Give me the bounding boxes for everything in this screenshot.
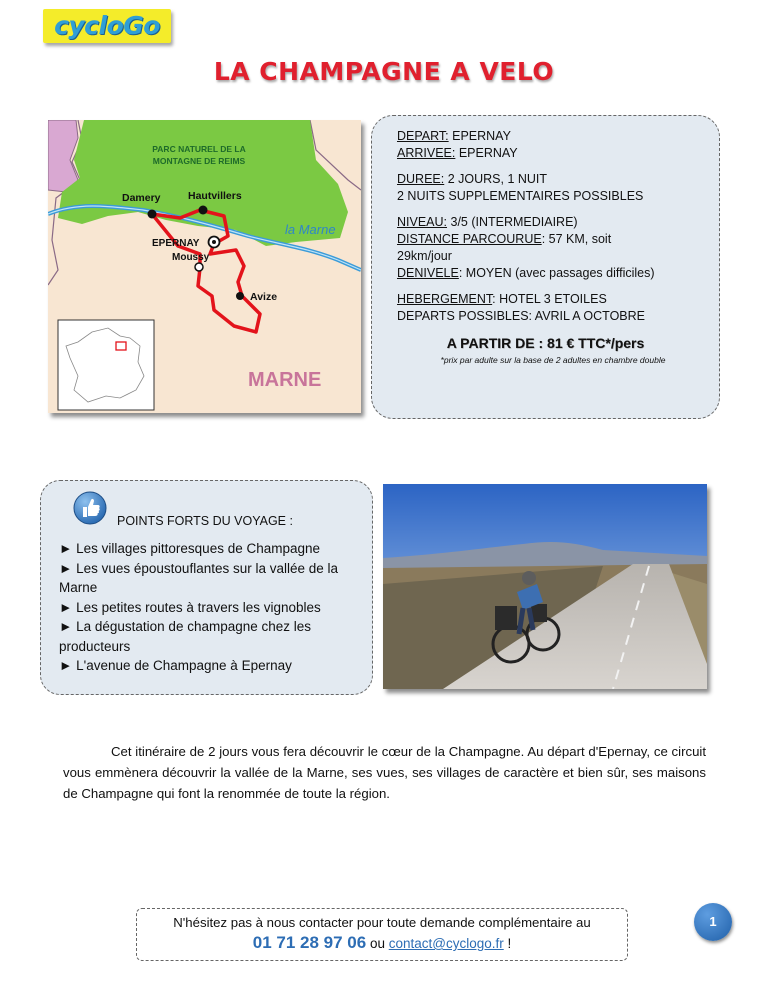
distance-value: : 57 KM, soit — [541, 232, 612, 246]
list-item: ► L'avenue de Champagne à Epernay — [59, 658, 292, 673]
contact-or: ou — [366, 936, 389, 951]
depart-value: EPERNAY — [448, 129, 511, 143]
page-title: LA CHAMPAGNE A VELO — [213, 57, 555, 86]
email-link[interactable]: contact@cyclogo.fr — [388, 936, 504, 951]
highlights-box — [40, 480, 373, 695]
description-paragraph: Cet itinéraire de 2 jours vous fera découvrir le cœur de la Champagne. Au départ d'Epernay, ce circuit vous emmènera découvrir la vallée de la Marne, ses vues, ses villages de caractère et bien sûr, ses maisons de Champagne qui font la renommée de toute la région. — [63, 744, 706, 801]
arrivee-label: ARRIVEE: — [397, 146, 456, 160]
denivele-value: : MOYEN (avec passages difficiles) — [458, 266, 655, 280]
logo-text: cycloGo — [54, 11, 160, 40]
phone-number[interactable]: 01 71 28 97 06 — [252, 933, 367, 952]
map-park-label-line2: MONTAGNE DE REIMS — [152, 156, 246, 166]
thumbs-up-icon — [73, 491, 107, 525]
map-town-damery: Damery — [122, 192, 161, 204]
map-town-moussy: Moussy — [172, 252, 210, 263]
route-map — [48, 120, 361, 413]
list-item: ► Les villages pittoresques de Champagne — [59, 541, 321, 556]
duree-label: DUREE: — [397, 172, 445, 186]
map-region-label: MARNE — [248, 369, 322, 391]
trip-info-box — [371, 115, 720, 419]
hebergement-value: : HOTEL 3 ETOILES — [492, 292, 607, 306]
map-town-avize: Avize — [250, 291, 278, 303]
hebergement-label: HEBERGEMENT — [397, 292, 493, 306]
duree-extra: 2 NUITS SUPPLEMENTAIRES POSSIBLES — [397, 189, 644, 203]
list-item: ► Les vues époustouflantes sur la vallée de la Marne — [59, 560, 339, 595]
cyclogo-logo — [43, 9, 171, 43]
price: A PARTIR DE : 81 € TTC*/pers — [446, 335, 645, 351]
denivele-label: DENIVELE — [397, 266, 459, 280]
price-note: *prix par adulte sur la base de 2 adultes en chambre double — [440, 355, 666, 365]
niveau-label: NIVEAU: — [397, 215, 448, 229]
list-item: ► Les petites routes à travers les vignobles — [59, 599, 321, 615]
distance-extra: 29km/jour — [397, 249, 452, 263]
page-number: 1 — [694, 903, 732, 941]
cyclist-photo — [383, 484, 707, 689]
highlights-list — [59, 539, 359, 676]
arrivee-value: EPERNAY — [455, 146, 518, 160]
map-river-label: la Marne — [285, 222, 336, 237]
depart-label: DEPART: — [397, 129, 449, 143]
niveau-value: 3/5 (INTERMEDIAIRE) — [447, 215, 578, 229]
map-town-epernay: EPERNAY — [152, 238, 200, 249]
contact-excl: ! — [503, 936, 512, 951]
departs-possibles: DEPARTS POSSIBLES: AVRIL A OCTOBRE — [397, 309, 646, 323]
contact-box — [136, 908, 628, 961]
list-item: ► La dégustation de champagne chez les producteurs — [59, 619, 312, 654]
map-park-label: PARC NATUREL DE LA — [152, 144, 246, 154]
highlights-title: POINTS FORTS DU VOYAGE : — [117, 514, 293, 528]
contact-text: N'hésitez pas à nous contacter pour toute demande complémentaire au — [173, 915, 591, 930]
duree-value: 2 JOURS, 1 NUIT — [444, 172, 548, 186]
map-town-hautvillers: Hautvillers — [188, 190, 242, 202]
distance-label: DISTANCE PARCOURUE — [397, 232, 542, 246]
